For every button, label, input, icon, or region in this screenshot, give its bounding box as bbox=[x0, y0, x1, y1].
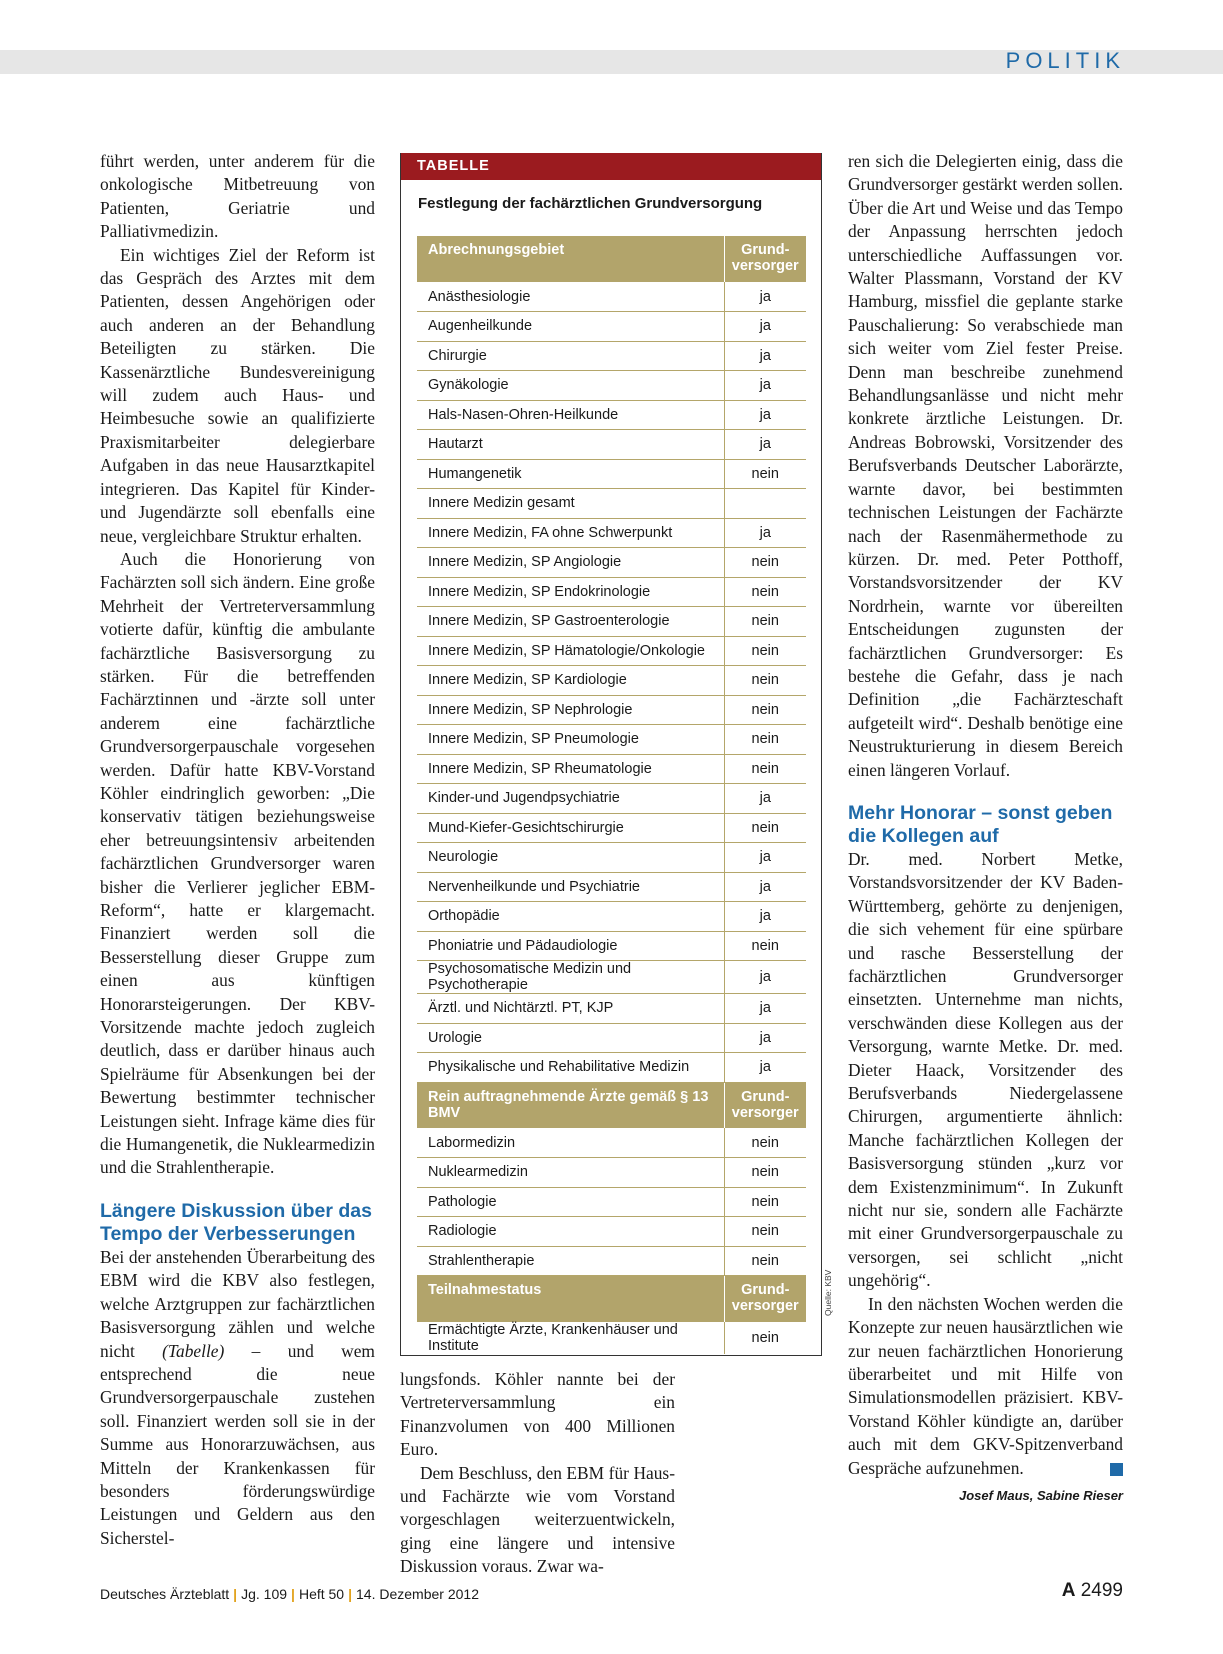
paragraph: Dem Beschluss, den EBM für Haus- und Fachärzte wie vom Vorstand vorgeschlagen weiterzuentwickeln, ging eine längere und intensive Diskussion voraus. Zwar wa- bbox=[400, 1462, 675, 1577]
row-value: nein bbox=[724, 1187, 806, 1217]
row-value: ja bbox=[724, 282, 806, 312]
table-box bbox=[400, 153, 822, 1356]
journal-issue: Heft 50 bbox=[298, 1586, 345, 1602]
row-label: Ermächtigte Ärzte, Krankenhäuser und Institute bbox=[428, 1321, 678, 1354]
table-row bbox=[417, 312, 806, 342]
table-row bbox=[417, 1217, 806, 1247]
row-label: Innere Medizin, SP Hämatologie/Onkologie bbox=[417, 636, 724, 666]
row-value: nein bbox=[724, 548, 806, 578]
row-label: Nervenheilkunde und Psychiatrie bbox=[417, 872, 724, 902]
paragraph: Ein wichtiges Ziel der Reform ist das Gespräch des Arztes mit dem Patienten, dessen Angehörigen oder auch anderen an der Behandlung Beteiligten zu stärken. Die Kassenärztliche Bundesvereinigung will zudem auch Haus- und Heimbesuche sowie an qualifizierte Praxismitarbeiter delegierbare Aufgaben in das neue Hausarztkapitel integrieren. Das Kapitel für Kinder- und Jugendärzte soll ebenfalls eine neue, vergleichbare Struktur erhalten. bbox=[100, 244, 375, 546]
header-line: versorger bbox=[731, 1298, 799, 1314]
row-value: ja bbox=[724, 843, 806, 873]
table-row bbox=[417, 607, 806, 637]
row-value: nein bbox=[724, 725, 806, 755]
row-label: Innere Medizin gesamt bbox=[417, 489, 724, 519]
row-label: Hautarzt bbox=[417, 430, 724, 460]
paragraph: Auch die Honorierung von Fachärzten soll sich ändern. Eine große Mehrheit der Vertreterversammlung votierte dafür, künftig die ambulante fachärztliche Basisversorgung zu stärken. Für die betreffenden Fachärztinnen und -ärzte soll unter anderem eine fachärztliche Grundversorgerpauschale vorgesehen werden. Dafür hatte KBV-Vorstand Köhler eindringlich geworben: „Die konservativ tätigen beziehungsweise eher betreuungsintensiv arbeitenden fachärztlichen Grundversorger waren bisher die Verlierer jeglicher EBM-Reform“, hatte er klargemacht. Finanziert werden soll die Besserstellung dieser Gruppe zum einen aus künftigen Honorarsteigerungen. Der KBV-Vorsitzende machte jedoch zugleich deutlich, dass er darüber hinaus auch Spielräume für Absenkungen bei der Bewertung bestimmter technischer Leistungen sieht. Infrage käme dies für die Humangenetik, die Nuklearmedizin und die Strahlentherapie. bbox=[100, 548, 375, 1178]
paragraph bbox=[848, 1293, 1123, 1480]
table-row bbox=[417, 813, 806, 843]
table-row bbox=[417, 1053, 806, 1083]
table-row bbox=[417, 489, 806, 519]
table-row bbox=[417, 1246, 806, 1276]
article-column-3 bbox=[848, 150, 1123, 1507]
journal-volume: Jg. 109 bbox=[241, 1586, 288, 1602]
table-label: TABELLE bbox=[401, 153, 821, 180]
table-row bbox=[417, 400, 806, 430]
table-row bbox=[417, 1187, 806, 1217]
row-value: nein bbox=[724, 1246, 806, 1276]
section-header-label: Rein auftragnehmende Ärzte gemäß § 13 BMV bbox=[417, 1082, 724, 1128]
row-label: Anästhesiologie bbox=[417, 282, 724, 312]
journal-name: Deutsches Ärzteblatt bbox=[100, 1586, 230, 1602]
row-label: Innere Medizin, SP Pneumologie bbox=[417, 725, 724, 755]
table-section-header bbox=[417, 1276, 806, 1322]
end-mark-icon bbox=[1110, 1463, 1123, 1476]
paragraph-text: In den nächsten Wochen werden die Konzepte zur neuen hausärztlichen wie zur neuen fachärztlichen Honorierung überarbeitet und mit Hilfe von Simulationsmodellen präzisiert. KBV-Vorstand Köhler kündigte an, darüber auch mit dem GKV-Spitzenverband Gespräche aufzunehmen. bbox=[848, 1293, 1123, 1478]
table-source: Quelle: KBV bbox=[823, 1269, 833, 1316]
row-value: ja bbox=[724, 371, 806, 401]
row-value: nein bbox=[724, 607, 806, 637]
table-row bbox=[417, 994, 806, 1024]
row-label: Phoniatrie und Pädaudiologie bbox=[417, 931, 724, 961]
table-row bbox=[417, 961, 806, 994]
row-value: ja bbox=[724, 400, 806, 430]
row-label: Pathologie bbox=[417, 1187, 724, 1217]
row-label: Orthopädie bbox=[417, 902, 724, 932]
data-table bbox=[417, 236, 806, 1354]
row-value: nein bbox=[724, 695, 806, 725]
row-label: Kinder-und Jugendpsychiatrie bbox=[417, 784, 724, 814]
table-row bbox=[417, 371, 806, 401]
paragraph: führt werden, unter anderem für die onkologische Mitbetreuung von Patienten, Geriatrie und Palliativmedizin. bbox=[100, 151, 375, 242]
header-line: Grund- bbox=[741, 1282, 790, 1298]
table-row bbox=[417, 518, 806, 548]
row-label: Innere Medizin, SP Gastroenterologie bbox=[417, 607, 724, 637]
table-row bbox=[417, 931, 806, 961]
paragraph-text: Bei der anstehenden Überarbeitung des EBM wird die KBV also festlegen, welche Arztgruppen zur fachärztlichen Basisversorgung zählen und welche nicht bbox=[100, 1246, 375, 1361]
row-label: Innere Medizin, SP Endokrinologie bbox=[417, 577, 724, 607]
row-value: nein bbox=[724, 577, 806, 607]
table-row bbox=[417, 1128, 806, 1158]
row-label: Innere Medizin, FA ohne Schwerpunkt bbox=[417, 518, 724, 548]
author-line: Josef Maus, Sabine Rieser bbox=[958, 1487, 1123, 1503]
row-value: ja bbox=[724, 872, 806, 902]
header-line: Grund- bbox=[741, 1088, 790, 1105]
row-value: ja bbox=[724, 1023, 806, 1053]
row-value: nein bbox=[724, 813, 806, 843]
table-row bbox=[417, 754, 806, 784]
table-row bbox=[417, 341, 806, 371]
section-header-value bbox=[724, 236, 806, 282]
paragraph bbox=[100, 1246, 375, 1550]
row-label: Nuklearmedizin bbox=[417, 1158, 724, 1188]
row-value: ja bbox=[724, 341, 806, 371]
row-label: Psychosomatische Medizin und Psychotherapie bbox=[417, 961, 724, 994]
row-value: nein bbox=[724, 666, 806, 696]
row-value: ja bbox=[724, 518, 806, 548]
row-label: Augenheilkunde bbox=[417, 312, 724, 342]
row-value bbox=[724, 489, 806, 519]
table-title: Festlegung der fachärztlichen Grundversorgung bbox=[418, 195, 763, 212]
row-label: Neurologie bbox=[417, 843, 724, 873]
header-line: versorger bbox=[731, 258, 799, 274]
row-label: Innere Medizin, SP Angiologie bbox=[417, 548, 724, 578]
table-row bbox=[417, 548, 806, 578]
row-label: Urologie bbox=[417, 1023, 724, 1053]
row-value: nein bbox=[724, 1322, 806, 1354]
row-label: Mund-Kiefer-Gesichtschirurgie bbox=[417, 813, 724, 843]
row-label: Chirurgie bbox=[417, 341, 724, 371]
table-section-header bbox=[417, 236, 806, 282]
paragraph: ren sich die Delegierten einig, dass die Grundversorger gestärkt werden sollen. Über die Art und Weise und das Tempo der Anpassung herrschten jedoch unterschiedliche Auffassungen vor. Walter Plassmann, Vorstand der KV Hamburg, missfiel die geplante starke Pauschalierung: So verabschiede man sich weiter vom Ziel fester Preise. Denn man beschreibe zunehmend Behandlungsanlässe und nicht mehr konkrete ärztliche Leistungen. Dr. Andreas Bobrowski, Vorsitzender des Berufsverbands Deutscher Laborärzte, warnte davor, bei bestimmten technischen Leistungen der Fachärzte nach der Rasenmähermethode zu kürzen. Dr. med. Peter Potthoff, Vorstandsvorsitzender der KV Nordrhein, warnte vor übereilten Entscheidungen zugunsten der fachärztlichen Grundversorger: Es bestehe die Gefahr, dass je nach Definition „die Fachärzteschaft aufgeteilt wird“. Deshalb benötige eine Neustrukturierung in diesem Bereich einen längeren Vorlauf. bbox=[848, 151, 1123, 780]
row-value: ja bbox=[724, 902, 806, 932]
table-reference: (Tabelle) bbox=[162, 1340, 225, 1361]
table-row bbox=[417, 577, 806, 607]
row-value: ja bbox=[724, 961, 806, 994]
row-value: nein bbox=[724, 1128, 806, 1158]
table-row bbox=[417, 430, 806, 460]
row-value: ja bbox=[724, 312, 806, 342]
separator: | bbox=[348, 1586, 353, 1602]
subheading: Längere Diskussion über das Tempo der Verbesserungen bbox=[100, 1199, 373, 1245]
separator: | bbox=[233, 1586, 238, 1602]
table-row bbox=[417, 1322, 806, 1354]
page-number bbox=[1062, 1580, 1123, 1602]
table-row bbox=[417, 282, 806, 312]
page-prefix: A bbox=[1061, 1580, 1076, 1601]
table-row bbox=[417, 1158, 806, 1188]
row-label: Physikalische und Rehabilitative Medizin bbox=[417, 1053, 724, 1083]
article-column-2 bbox=[400, 1368, 675, 1579]
row-label: Innere Medizin, SP Nephrologie bbox=[417, 695, 724, 725]
table-row bbox=[417, 666, 806, 696]
table-row bbox=[417, 784, 806, 814]
section-header-value bbox=[724, 1082, 806, 1128]
section-header-label: Abrechnungsgebiet bbox=[417, 236, 724, 282]
row-value: ja bbox=[724, 430, 806, 460]
table-row bbox=[417, 1023, 806, 1053]
journal-date: 14. Dezember 2012 bbox=[356, 1586, 479, 1602]
row-value: nein bbox=[724, 1217, 806, 1247]
row-value: nein bbox=[724, 754, 806, 784]
table-row bbox=[417, 459, 806, 489]
row-label: Gynäkologie bbox=[417, 371, 724, 401]
header-line: Grund- bbox=[741, 242, 790, 258]
row-label: Ärztl. und Nichtärztl. PT, KJP bbox=[417, 994, 724, 1024]
section-header-label: Teilnahmestatus bbox=[417, 1276, 724, 1322]
row-label: Innere Medizin, SP Rheumatologie bbox=[417, 754, 724, 784]
table-section-header bbox=[417, 1082, 806, 1128]
row-label: Radiologie bbox=[417, 1217, 724, 1247]
table-row bbox=[417, 636, 806, 666]
section-header-value bbox=[724, 1276, 806, 1322]
subheading: Mehr Honorar – sonst geben die Kollegen auf bbox=[848, 801, 1113, 847]
separator: | bbox=[291, 1586, 295, 1602]
paragraph: Dr. med. Norbert Metke, Vorstandsvorsitzender der KV Baden-Württemberg, gehörte zu denjenigen, die sich vehement für eine spürbare und rasche Besserstellung der fachärztlichen Grundversorger einsetzten. Unternehme man nichts, verschwänden diese Kollegen aus der Versorgung, warnte Metke. Dr. med. Dieter Haack, Vorsitzender des Berufsverbands Niedergelassene Chirurgen, argumentierte ähnlich: Manche fachärztlichen Kollegen der Basisversorgung stünden „kurz vor dem Existenzminimum“. In Zukunft nicht nur sie, sondern alle Fachärzte mit einer Grundversorgerpauschale zu versorgen, sei schlicht „nicht ungehörig“. bbox=[848, 848, 1123, 1291]
table-row bbox=[417, 725, 806, 755]
footer-citation bbox=[100, 1586, 479, 1602]
table-row bbox=[417, 872, 806, 902]
section-label: POLITIK bbox=[1005, 48, 1125, 73]
article-column-1 bbox=[100, 150, 375, 1550]
row-label: Innere Medizin, SP Kardiologie bbox=[417, 666, 724, 696]
row-value: nein bbox=[724, 459, 806, 489]
row-value: ja bbox=[724, 994, 806, 1024]
paragraph: lungsfonds. Köhler nannte bei der Vertreterversammlung ein Finanzvolumen von 400 Millionen Euro. bbox=[400, 1369, 675, 1460]
row-value: ja bbox=[724, 784, 806, 814]
row-value: nein bbox=[724, 636, 806, 666]
table-row bbox=[417, 843, 806, 873]
table-row bbox=[417, 695, 806, 725]
page-number-value: 2499 bbox=[1080, 1580, 1123, 1601]
row-label: Labormedizin bbox=[417, 1128, 724, 1158]
row-label: Strahlentherapie bbox=[417, 1246, 724, 1276]
row-value: nein bbox=[724, 931, 806, 961]
table-row bbox=[417, 902, 806, 932]
row-value: nein bbox=[724, 1158, 806, 1188]
paragraph-text: – und wem entsprechend die neue Grundversorgerpauschale zustehen soll. Finanziert werden soll sie in der Summe aus Honorarzuwächsen, aus Mitteln der Krankenkassen für besonders förderungswürdige Leistungen und Geldern aus den Sicherstel- bbox=[100, 1340, 375, 1548]
row-value: ja bbox=[724, 1053, 806, 1083]
row-label: Hals-Nasen-Ohren-Heilkunde bbox=[417, 400, 724, 430]
header-line: versorger bbox=[731, 1104, 799, 1121]
row-label: Humangenetik bbox=[417, 459, 724, 489]
